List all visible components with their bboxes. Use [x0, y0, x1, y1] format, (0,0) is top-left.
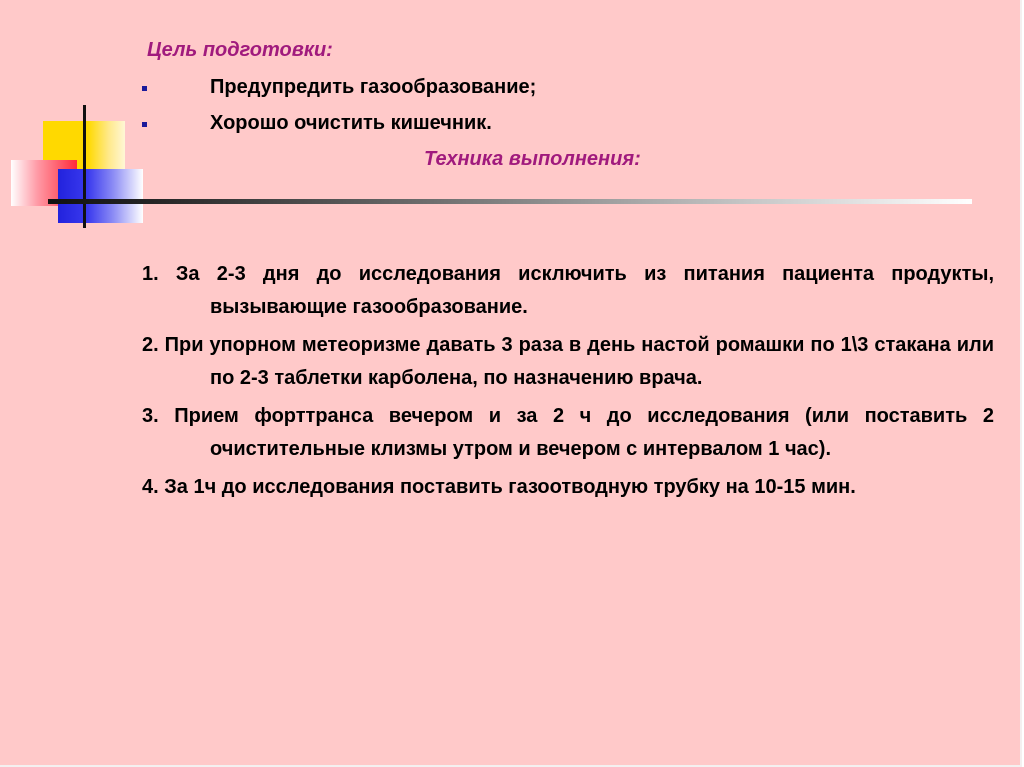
procedure-step: 3. Прием форттранса вечером и за 2 ч до исследования (или поставить 2 очистительные клизмы утром и вечером с интервалом 1 час). [142, 405, 994, 460]
procedure-step: 2. При упорном метеоризме давать 3 раза в день настой ромашки по 1\3 стакана или по 2-3 таблетки карболена, по назначению врача. [142, 334, 994, 389]
technique-heading: Техника выполнения: [424, 148, 641, 170]
decorative-blue-square [58, 169, 143, 223]
goal-item-text: Предупредить газообразование; [210, 76, 537, 98]
square-bullet-icon [142, 86, 147, 91]
square-bullet-icon [142, 122, 147, 127]
decorative-horizontal-rule [48, 199, 972, 204]
goal-heading: Цель подготовки: [147, 39, 333, 61]
procedure-step: 4. За 1ч до исследования поставить газоотводную трубку на 10-15 мин. [142, 476, 856, 498]
decorative-vertical-line [83, 105, 86, 228]
procedure-steps-list [142, 258, 994, 504]
procedure-step: 1. За 2-3 дня до исследования исключить из питания пациента продукты, вызывающие газообразование. [142, 263, 994, 318]
goal-item-text: Хорошо очистить кишечник. [210, 112, 492, 134]
